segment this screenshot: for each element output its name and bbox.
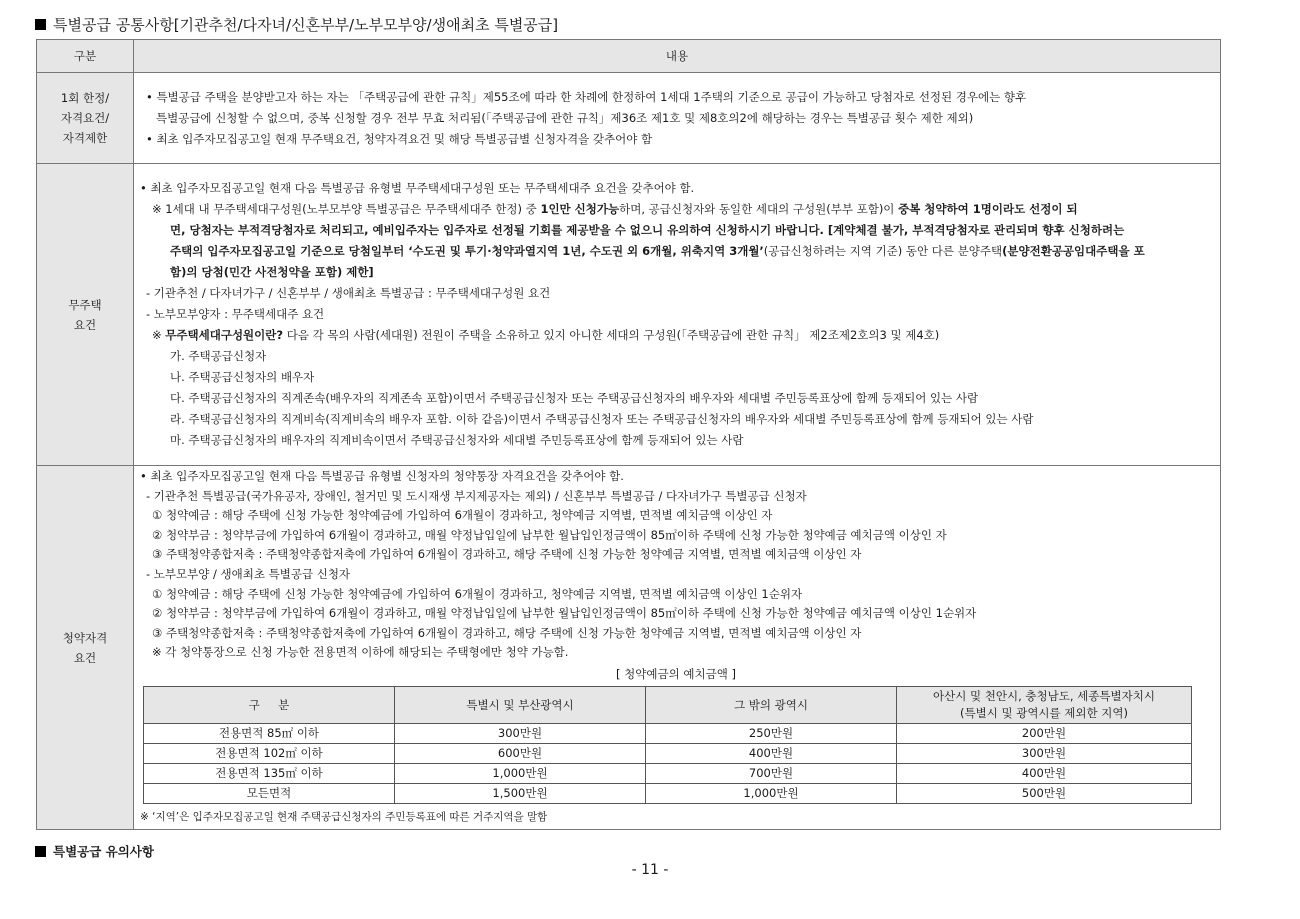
- text-span: (민간 사전청약을 포함) 제한]: [223, 265, 374, 279]
- header-line: 아산시 및 천안시, 충청남도, 세종특별자치시: [933, 689, 1155, 704]
- text-span: (분양전환공공임대주택을 포: [1002, 244, 1145, 258]
- deposit-table-title: [ 청약예금의 예치금액 ]: [616, 666, 736, 681]
- list-item: 다. 주택공급신청자의 직계존속(배우자의 직계존속 포함)이면서 주택공급신청자 또는 주택공급신청자의 배우자와 세대별 주민등록표상에 함께 등재되어 있는 사람: [170, 391, 979, 405]
- deposit-header-row: [144, 687, 1192, 724]
- section-title: 특별공급 공통사항[기관추천/다자녀/신혼부부/노부모부양/생애최초 특별공급]: [53, 16, 559, 34]
- text-span: (공급신청하려는 지역 기준) 동안 다른 분양주택: [763, 244, 1003, 258]
- list-item: 가. 주택공급신청자: [170, 349, 267, 363]
- text-line: • 최초 입주자모집공고일 현재 무주택요건, 청약자격요건 및 해당 특별공급별 신청자격을 갖추어야 함: [146, 131, 653, 146]
- list-item: ② 청약부금 : 청약부금에 가입하여 6개월이 경과하고, 매월 약정납입일에 납부한 월납입인정금액이 85㎡이하 주택에 신청 가능한 청약예금 예치금액 이상인 자: [152, 527, 947, 542]
- text-span: ※ 1세대 내 무주택세대구성원(노부모부양 특별공급은 무주택세대주 한정) 중: [152, 202, 541, 216]
- table-cell: 1,500만원: [395, 784, 646, 804]
- label-line: 자격제한: [62, 131, 108, 145]
- table-cell: 모든면적: [144, 784, 395, 804]
- row-one-time-limit: [37, 73, 1221, 164]
- row-content: [134, 466, 1221, 830]
- region-footnote: ※ ‘지역’은 입주자모집공고일 현재 주택공급신청자의 주민등록표에 따른 거주지역을 말함: [140, 811, 548, 824]
- table-cell: 250만원: [646, 724, 897, 744]
- header-category: 구분: [37, 40, 134, 73]
- list-item: 나. 주택공급신청자의 배우자: [170, 370, 315, 384]
- text-line: [140, 199, 1212, 220]
- table-cell: 전용면적 135㎡ 이하: [144, 764, 395, 784]
- text-line: - 노부모부양자 : 무주택세대주 요건: [146, 307, 325, 321]
- deposit-header-other-region: [897, 687, 1192, 724]
- row-label: [37, 73, 134, 164]
- text-line: ※ 각 청약통장으로 신청 가능한 전용면적 이하에 해당되는 주택형에만 청약 가능함.: [152, 645, 569, 660]
- list-item: 라. 주택공급신청자의 직계비속(직계비속의 배우자 포함. 이하 같음)이면서 주택공급신청자 또는 주택공급신청자의 배우자와 세대별 주민등록표상에 함께 등재되어 있는 사람: [170, 412, 1034, 426]
- table-row: [144, 724, 1192, 744]
- list-item: ③ 주택청약종합저축 : 주택청약종합저축에 가입하여 6개월이 경과하고, 해당 주택에 신청 가능한 청약예금 지역별, 면적별 예치금액 이상인 자: [152, 625, 862, 640]
- table-row: [144, 784, 1192, 804]
- row-subscription-qualification: [37, 466, 1221, 830]
- text-line: - 노부모부양 / 생애최초 특별공급 신청자: [146, 566, 351, 581]
- text-span: 중복 청약하여 1명이라도 선정이 되: [898, 202, 1078, 216]
- label-line: 요건: [73, 650, 97, 665]
- table-cell: 1,000만원: [646, 784, 897, 804]
- table-cell: 400만원: [897, 764, 1192, 784]
- text-line: [140, 262, 1212, 283]
- table-row: [144, 764, 1192, 784]
- text-span: ※: [152, 328, 166, 342]
- text-span: 주택의 입주자모집공고일 기준으로 당첨일부터 ‘수도권 및 투기·청약과열지역 1년, 수도권 외 6개월, 위축지역 3개월’: [170, 244, 764, 258]
- list-item: ① 청약예금 : 해당 주택에 신청 가능한 청약예금에 가입하여 6개월이 경과하고, 청약예금 지역별, 면적별 예치금액 이상인 1순위자: [152, 586, 803, 601]
- square-bullet-icon: [35, 846, 46, 857]
- text-span: 다음 각 목의 사람(세대원) 전원이 주택을 소유하고 있지 아니한 세대의 구성원(「주택공급에 관한 규칙」 제2조제2호의3 및 제4호): [283, 328, 940, 342]
- deposit-header-other-metro: 그 밖의 광역시: [646, 687, 897, 724]
- row-label: [37, 466, 134, 830]
- label-line: 자격요건/: [60, 111, 110, 125]
- text-span: 하며, 공급신청자와 동일한 세대의 구성원(부부 포함)이: [619, 202, 899, 216]
- table-row: [144, 744, 1192, 764]
- text-span: 1인만 신청가능: [540, 202, 620, 216]
- label-line: 무주택: [68, 297, 102, 312]
- text-line: [140, 220, 1212, 241]
- table-cell: 200만원: [897, 724, 1192, 744]
- table-cell: 1,000만원: [395, 764, 646, 784]
- common-rules-table: [36, 39, 1221, 830]
- section-heading: [35, 14, 558, 35]
- table-cell: 300만원: [395, 724, 646, 744]
- section-heading-notes: [35, 842, 154, 860]
- table-cell: 전용면적 85㎡ 이하: [144, 724, 395, 744]
- text-line: - 기관추천 특별공급(국가유공자, 장애인, 철거민 및 도시재생 부지제공자는 제외) / 신혼부부 특별공급 / 다자녀가구 특별공급 신청자: [146, 488, 807, 503]
- row-label: [37, 164, 134, 466]
- text-line: • 특별공급 주택을 분양받고자 하는 자는 「주택공급에 관한 규칙」제55조에 따라 한 차례에 한정하여 1세대 1주택의 기준으로 공급이 가능하고 당첨자로 선정된 경우에는 향후: [146, 89, 1027, 104]
- label-line: 요건: [73, 317, 97, 332]
- row-homeless-requirement: [37, 164, 1221, 466]
- deposit-header-category: 구 분: [144, 687, 395, 724]
- text-span: 면, 당첨자는 부적격당첨자로 처리되고, 예비입주자는 입주자로 선정될 기회를 제공받을 수 없으니 유의하여 신청하시기 바랍니다. [계약체결 불가, 부적격당첨자로 관리되며 향후 신청하려는: [170, 223, 1125, 237]
- text-line: • 최초 입주자모집공고일 현재 다음 특별공급 유형별 무주택세대구성원 또는 무주택세대주 요건을 갖추어야 함.: [140, 181, 695, 195]
- table-cell: 400만원: [646, 744, 897, 764]
- text-line: [140, 325, 1212, 346]
- table-cell: 300만원: [897, 744, 1192, 764]
- list-item: ① 청약예금 : 해당 주택에 신청 가능한 청약예금에 가입하여 6개월이 경과하고, 청약예금 지역별, 면적별 예치금액 이상인 자: [152, 508, 773, 523]
- table-cell: 600만원: [395, 744, 646, 764]
- page-number: - 11 -: [631, 862, 669, 878]
- table-cell: 전용면적 102㎡ 이하: [144, 744, 395, 764]
- deposit-header-seoul-busan: 특별시 및 부산광역시: [395, 687, 646, 724]
- text-line: - 기관추천 / 다자녀가구 / 신혼부부 / 생애최초 특별공급 : 무주택세대구성원 요건: [146, 286, 551, 300]
- row-content: [134, 73, 1221, 164]
- list-item: ③ 주택청약종합저축 : 주택청약종합저축에 가입하여 6개월이 경과하고, 해당 주택에 신청 가능한 청약예금 지역별, 면적별 예치금액 이상인 자: [152, 547, 862, 562]
- text-span: 함)의 당첨: [170, 265, 224, 279]
- text-line: 특별공급에 신청할 수 없으며, 중복 신청할 경우 전부 무효 처리됨(「주택공급에 관한 규칙」제36조 제1호 및 제8호의2에 해당하는 경우는 특별공급 횟수 제한 제외): [156, 110, 974, 125]
- table-cell: 500만원: [897, 784, 1192, 804]
- header-line: (특별시 및 광역시를 제외한 지역): [959, 706, 1128, 721]
- header-content: 내용: [134, 40, 1221, 73]
- text-line: [140, 241, 1212, 262]
- text-span: 무주택세대구성원이란?: [165, 328, 284, 342]
- deposit-amount-table: [143, 686, 1192, 804]
- label-line: 1회 한정/: [60, 91, 110, 105]
- table-header-row: [37, 40, 1221, 73]
- label-line: 청약자격: [62, 630, 108, 645]
- list-item: 마. 주택공급신청자의 배우자의 직계비속이면서 주택공급신청자와 세대별 주민등록표상에 함께 등재되어 있는 사람: [170, 433, 744, 447]
- section-title: 특별공급 유의사항: [53, 844, 154, 859]
- text-line: • 최초 입주자모집공고일 현재 다음 특별공급 유형별 신청자의 청약통장 자격요건을 갖추어야 함.: [140, 468, 624, 483]
- list-item: ② 청약부금 : 청약부금에 가입하여 6개월이 경과하고, 매월 약정납입일에 납부한 월납입인정금액이 85㎡이하 주택에 신청 가능한 청약예금 예치금액 이상인 1순위자: [152, 606, 977, 621]
- row-content: [134, 164, 1221, 466]
- table-cell: 700만원: [646, 764, 897, 784]
- square-bullet-icon: [35, 19, 46, 30]
